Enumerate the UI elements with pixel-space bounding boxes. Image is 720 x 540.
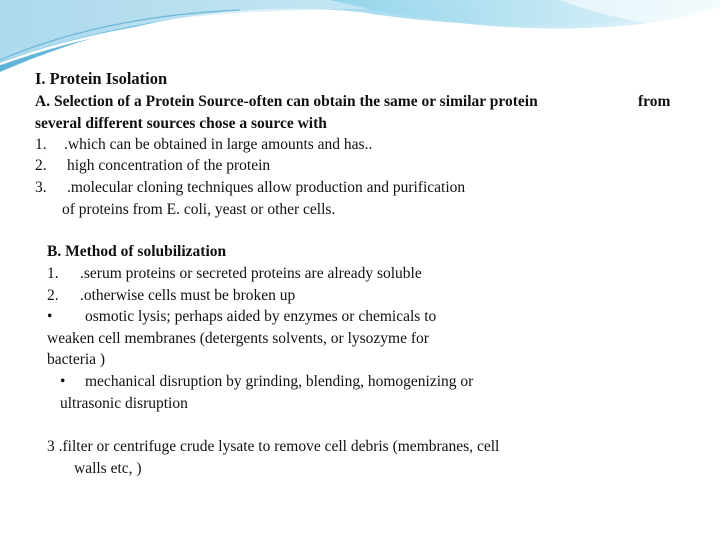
list-item-continuation: of proteins from E. coli, yeast or other cells. [62, 201, 336, 218]
list-number: 1. [35, 136, 47, 153]
bullet-text: ultrasonic disruption [60, 395, 188, 412]
list-item-text: high concentration of the protein [67, 157, 271, 174]
list-item-text: .otherwise cells must be broken up [80, 287, 296, 304]
bullet-mark: • [60, 373, 66, 390]
heading-b: B. Method of solubilization [47, 243, 227, 260]
section-title: I. Protein Isolation [35, 69, 168, 88]
heading-a-line1: A. Selection of a Protein Source-often can obtain the same or similar protein [35, 93, 538, 110]
bullet-text: weaken cell membranes (detergents solvents, or lysozyme for [47, 330, 429, 347]
bullet-text: osmotic lysis; perhaps aided by enzymes or chemicals to [85, 308, 437, 325]
list-item-continuation: walls etc, ) [74, 460, 142, 477]
heading-a-from: from [638, 93, 671, 110]
list-number: 2. [47, 287, 59, 304]
heading-a-line2: several different sources chose a source with [35, 115, 327, 132]
list-number: 3. [35, 179, 47, 196]
bullet-text: bacteria ) [47, 351, 106, 368]
list-number: 2. [35, 157, 47, 174]
decorative-wave-banner [0, 0, 720, 80]
list-item-text: .which can be obtained in large amounts and has.. [64, 136, 373, 153]
bullet-mark: • [47, 308, 53, 325]
list-number: 1. [47, 265, 59, 282]
bullet-text: mechanical disruption by grinding, blending, homogenizing or [85, 373, 474, 390]
list-item-text: .serum proteins or secreted proteins are already soluble [80, 265, 422, 282]
list-item-text: .molecular cloning techniques allow production and purification [67, 179, 466, 196]
list-item-text: 3 .filter or centrifuge crude lysate to remove cell debris (membranes, cell [47, 438, 500, 455]
